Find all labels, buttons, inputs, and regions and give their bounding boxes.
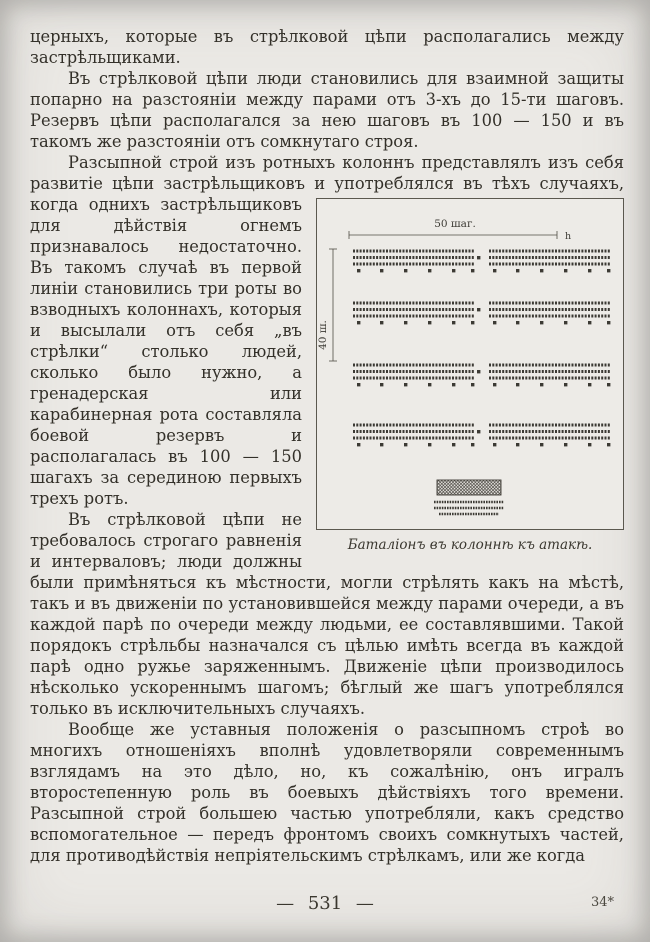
paragraph-with-figure bbox=[30, 152, 624, 553]
figure-frame bbox=[316, 198, 624, 530]
battalion-column-diagram bbox=[317, 199, 623, 529]
signature-mark: 34* bbox=[590, 895, 614, 910]
paragraph-continuation: церныхъ, которые въ стрѣлковой цѣпи располагались между застрѣльщиками. bbox=[30, 27, 624, 67]
figure-right-mark: h bbox=[565, 231, 572, 242]
paragraph-text-after-figure: случаяхъ, когда однихъ застрѣльщиковъ для дѣйствія огнемъ признавалось недостаточно. Въ такомъ случаѣ въ первой линіи становились три роты во взводныхъ колоннахъ, которыя и высылали отъ себя „въ стрѣлки“ столько людей, сколько было нужно, а гренадерская или карабинерная рота составляла боевой резервъ и располагалась въ 100 — 150 шагахъ за серединою первыхъ трехъ ротъ. bbox=[30, 174, 624, 508]
page-number: — 531 — bbox=[276, 893, 374, 914]
reserve-company-block bbox=[437, 480, 501, 495]
paragraph-text-before-figure: Разсыпной строй изъ ротныхъ колоннъ представлялъ изъ себя развитіе цѣпи застрѣльщиковъ и употреблялся въ тѣхъ bbox=[30, 153, 624, 193]
figure-top-dimension-label: 50 шаг. bbox=[434, 218, 476, 230]
figure-left-dimension-label: 40 ш. bbox=[317, 320, 329, 350]
figure-caption: Баталіонъ въ колоннѣ къ атакѣ. bbox=[347, 537, 593, 553]
figure-battalion-attack-column bbox=[316, 198, 624, 554]
paragraph-skirmish-chain: Въ стрѣлковой цѣпи люди становились для взаимной защиты попарно на разстояніи между парами отъ 3-хъ до 15-ти шаговъ. Резервъ цѣпи располагался за нею шаговъ въ 100 — 150 и въ такомъ же разстояніи отъ сомкнутаго строя. bbox=[30, 69, 624, 151]
paragraph-chain-rules: Въ стрѣлковой цѣпи не требовалось строгаго равненія и интерваловъ; люди должны были примѣняться къ мѣстности, могли стрѣлять какъ на мѣстѣ, такъ и въ движеніи по установившейся между парами очереди, а въ каждой парѣ по очереди между людьми, ее составлявшими. Такой порядокъ стрѣльбы назначался съ цѣлью имѣть всегда въ каждой парѣ одно ружье заряженнымъ. Движеніе цѣпи производилось нѣсколько ускореннымъ шагомъ; бѣглый же шагъ употреблялся только въ исключительныхъ случаяхъ. bbox=[30, 510, 624, 718]
paragraph-conclusion: Вообще же уставныя положенія о разсыпномъ строѣ во многихъ отношеніяхъ вполнѣ удовлетворяли современнымъ взглядамъ на это дѣло, но, къ сожалѣнію, онъ игралъ второстепенную роль въ боевыхъ дѣйствіяхъ того времени. Разсыпной строй большею частью употребляли, какъ средство вспомогательное — передъ фронтомъ своихъ сомкнутыхъ частей, для противодѣйствія непріятельскимъ стрѣлкамъ, или же когда bbox=[30, 720, 624, 865]
page-body-text bbox=[30, 26, 624, 866]
